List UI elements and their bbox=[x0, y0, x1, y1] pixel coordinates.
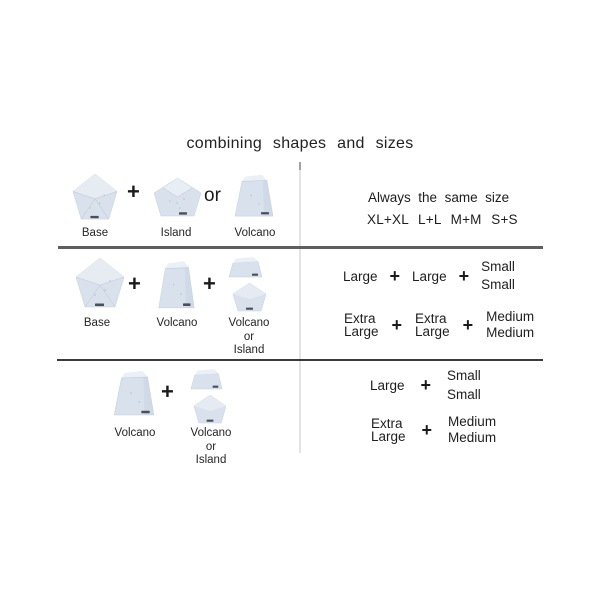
volcano-shape-icon bbox=[231, 171, 276, 218]
shape-label-volcano-or-island: Volcano or Island bbox=[228, 317, 270, 356]
small-volcano-shape-icon bbox=[228, 255, 263, 278]
shape-label-volcano-or-island: Volcano or Island bbox=[190, 427, 232, 466]
page-title: combining shapes and sizes bbox=[186, 135, 414, 152]
volcano-shape-icon bbox=[155, 257, 197, 310]
plus-operator: + bbox=[161, 379, 174, 404]
size-label-extra-large: Extra Large bbox=[415, 311, 450, 339]
plus-operator: + bbox=[391, 315, 403, 335]
size-label: Large bbox=[412, 268, 447, 284]
size-label: Large bbox=[370, 377, 405, 393]
plus-operator: + bbox=[203, 271, 216, 296]
shape-label-volcano: Volcano bbox=[156, 317, 198, 329]
size-label: Large bbox=[343, 268, 378, 284]
island-shape-icon bbox=[153, 177, 202, 217]
horizontal-divider-2 bbox=[57, 359, 543, 361]
small-island-shape-icon bbox=[193, 394, 227, 424]
size-label-extra-large: Extra Large bbox=[371, 416, 406, 444]
size-label-extra-large: Extra Large bbox=[344, 311, 379, 339]
plus-operator: + bbox=[421, 420, 433, 440]
size-combo-row bbox=[343, 258, 515, 294]
small-volcano-shape-icon bbox=[190, 367, 223, 390]
plus-operator: + bbox=[462, 315, 474, 335]
base-shape-icon bbox=[75, 257, 125, 308]
rule-always-same-size: Always the same size bbox=[368, 190, 510, 205]
plus-operator: + bbox=[458, 266, 470, 286]
shape-label-base: Base bbox=[81, 227, 109, 239]
size-stack: Medium Medium bbox=[486, 309, 535, 340]
base-shape-icon bbox=[72, 173, 118, 220]
plus-operator: + bbox=[420, 375, 432, 395]
volcano-shape-icon bbox=[110, 367, 157, 417]
rule-size-pairs: XL+XL L+L M+M S+S bbox=[367, 212, 518, 227]
or-operator: or bbox=[204, 185, 221, 206]
plus-operator: + bbox=[389, 266, 401, 286]
size-stack: Small Small bbox=[481, 259, 515, 292]
shape-label-island: Island bbox=[160, 227, 192, 239]
size-combo-row bbox=[371, 412, 496, 448]
shape-label-volcano: Volcano bbox=[114, 427, 156, 439]
small-island-shape-icon bbox=[232, 282, 267, 312]
vertical-divider bbox=[299, 162, 301, 453]
size-stack: Small Small bbox=[447, 368, 481, 402]
shape-label-volcano: Volcano bbox=[234, 227, 276, 239]
horizontal-divider-1 bbox=[58, 246, 543, 249]
size-combo-row bbox=[344, 307, 534, 343]
size-stack: Medium Medium bbox=[448, 414, 497, 445]
size-combo-row bbox=[370, 366, 481, 404]
shape-label-base: Base bbox=[83, 317, 111, 329]
plus-operator: + bbox=[128, 271, 141, 296]
plus-operator: + bbox=[127, 179, 140, 204]
vertical-divider-tick bbox=[299, 162, 301, 170]
